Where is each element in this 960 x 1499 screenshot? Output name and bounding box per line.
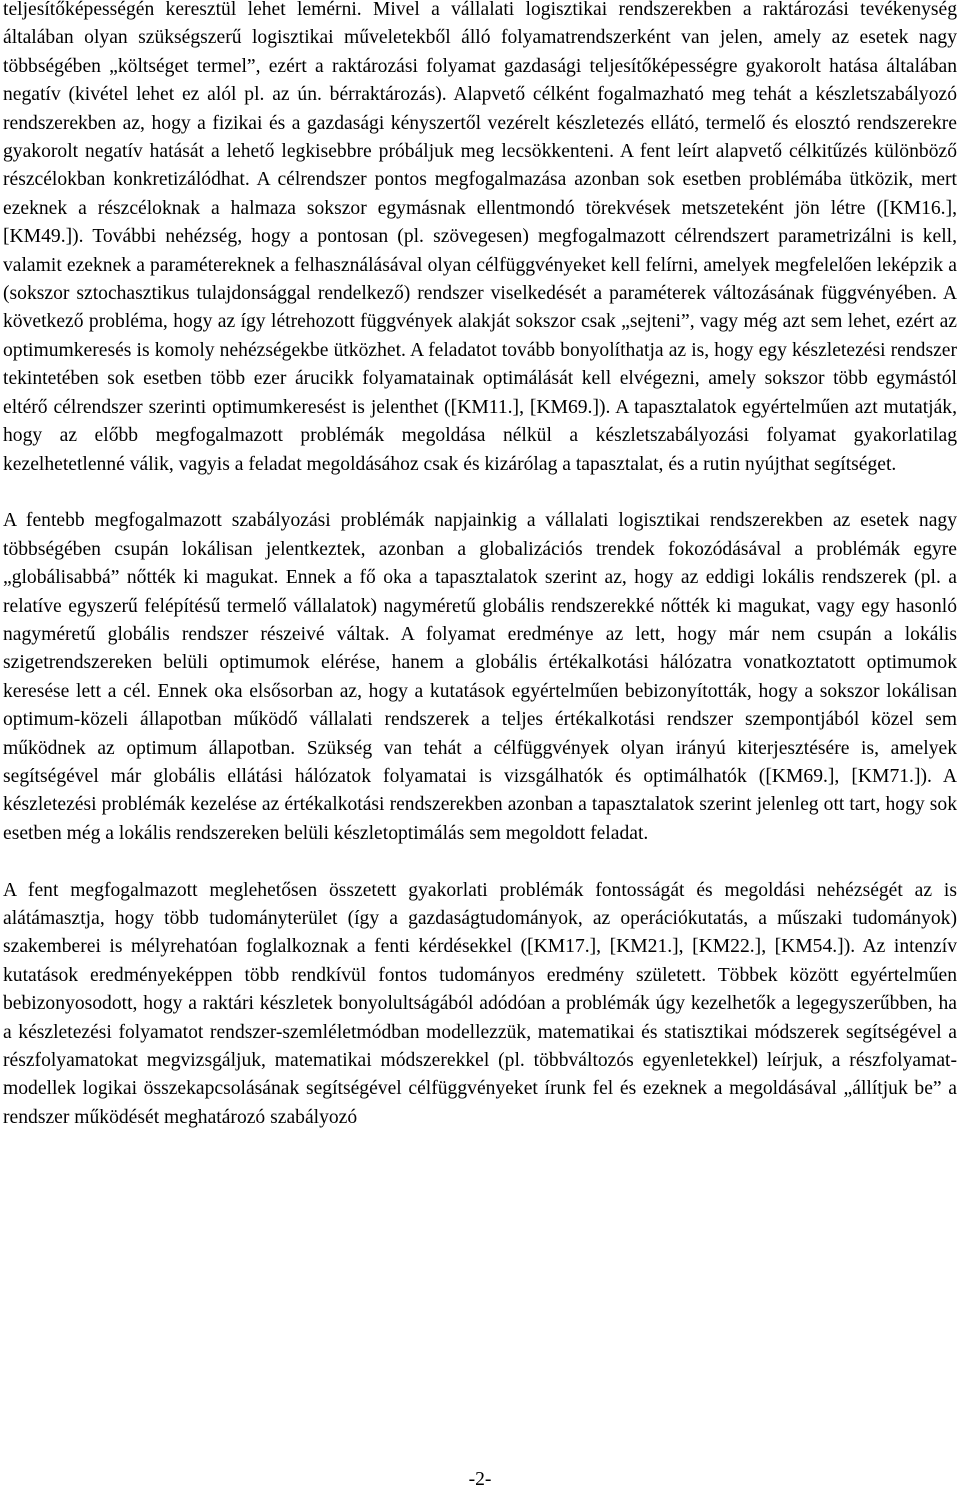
paragraph-2: A fentebb megfogalmazott szabályozási problémák napjainkig a vállalati logisztikai rendszerekben az esetek nagy többségében csupán lokálisan jelentkeztek, azonban a globalizációs trendek fokozódásával a problémák egyre „globálisabbá” nőtték ki magukat. Ennek a fő oka a tapasztalatok szerint az, hogy az eddigi lokális rendszerek (pl. a relatíve egyszerű felépítésű termelő vállalatok) nagyméretű globális rendszerekké nőtték ki magukat, vagy egy hasonló nagyméretű globális rendszer részeivé váltak. A folyamat eredménye az lett, hogy már nem csupán a lokális szigetrendszereken belüli optimumok elérése, hanem a globális értékalkotási hálózatra vonatkoztatott optimumok keresése lett a cél. Ennek oka elsősorban az, hogy a kutatások egyértelműen bebizonyították, hogy a sokszor lokálisan optimum-közeli állapotban működő vállalati rendszerek a teljes értékalkotási rendszer szempontjából közel sem működnek az optimum állapotban. Szükség van tehát a célfüggvények olyan irányú kiterjesztésére is, amelyek segítségével már globális ellátási hálózatok folyamatai is vizsgálhatók és optimálhatók ([KM69.], [KM71.]). A készletezési problémák kezelése az értékalkotási rendszerekben azonban a tapasztalatok szerint jelenleg ott tart, hogy sok esetben még a lokális rendszereken belüli készletoptimálás sem megoldott feladat. (3, 510, 957, 844)
paragraph-3: A fent megfogalmazott meglehetősen összetett gyakorlati problémák fontosságát és megoldási nehézségét az is alátámasztja, hogy több tudományterület (így a gazdaságtudományok, az operációkutatás, a műszaki tudományok) szakemberei is mélyrehatóan foglalkoznak a fenti kérdésekkel ([KM17.], [KM21.], [KM22.], [KM54.]). Az intenzív kutatások eredményeképpen több rendkívül fontos tudományos eredmény született. Többek között egyértelműen bebizonyosodott, hogy a raktári készletek bonyolultságából adódóan a problémák úgy kezelhetők a legegyszerűbben, ha a készletezési folyamatot rendszer-szemléletmódban modellezzük, matematikai és statisztikai módszerek segítségével a részfolyamatokat megvizsgáljuk, matematikai módszerekkel (pl. többváltozós egyenletekkel) leírjuk, a részfolyamat-modellek logikai összekapcsolásának segítségével célfüggvényeket írunk fel és ezeknek a megoldásával „állítjuk be” a rendszer működését meghatározó szabályozó (3, 879, 957, 1128)
document-page (3, 0, 957, 1132)
paragraph-1: teljesítőképességén keresztül lehet lemérni. Mivel a vállalati logisztikai rendszerekben a raktározási tevékenység általában olyan szükségszerű logisztikai műveletekből álló folyamatrendszerként van jelen, amely az esetek nagy többségében „költséget termel”, ezért a raktározási folyamat gazdasági teljesítőképességre gyakorolt hatása általában negatív (kivétel lehet ez alól pl. az ún. bérraktározás). Alapvető célként fogalmazható meg tehát a készletszabályozó rendszerekben az, hogy a fizikai és a gazdasági kényszertől vezérelt készletezés ellátó, termelő és elosztó rendszerekre gyakorolt negatív hatását a lehető legkisebbre próbáljuk meg lecsökkenteni. A fent leírt alapvető célkitűzés különböző részcélokban konkretizálódhat. A célrendszer pontos megfogalmazása azonban sok esetben problémába ütközik, mert ezeknek a részcéloknak a halmaza sokszor egymásnak ellentmondó törekvések metszeteként jön létre ([KM16.], [KM49.]). További nehézség, hogy a pontosan (pl. szövegesen) megfogalmazott célrendszert parametrizálni is kell, valamit ezeknek a paramétereknek a felhasználásával olyan célfüggvényeket kell felírni, amelyek megfelelően leképzik a (sokszor sztochasztikus tulajdonsággal rendelkező) rendszer viselkedését a paraméterek változásának függvényében. A következő probléma, hogy az így létrehozott függvények alakját sokszor csak „sejteni”, vagy még azt sem lehet, ezért az optimumkeresés is komoly nehézségekbe ütközhet. A feladatot tovább bonyolíthatja az is, hogy egy készletezési rendszer tekintetében sok esetben több ezer árucikk folyamatainak optimálását kell elvégezni, amely sokszor több egymástól eltérő célrendszer szerinti optimumkeresést is jelenthet ([KM11.], [KM69.]). A tapasztalatok egyértelműen azt mutatják, hogy az előbb megfogalmazott problémák megoldása nélkül a készletszabályozási folyamat gyakorlatilag kezelhetetlenné válik, vagyis a feladat megoldásához csak és kizárólag a tapasztalat, és a rutin nyújthat segítséget. (3, 0, 957, 475)
page-number: -2- (468, 1469, 492, 1490)
